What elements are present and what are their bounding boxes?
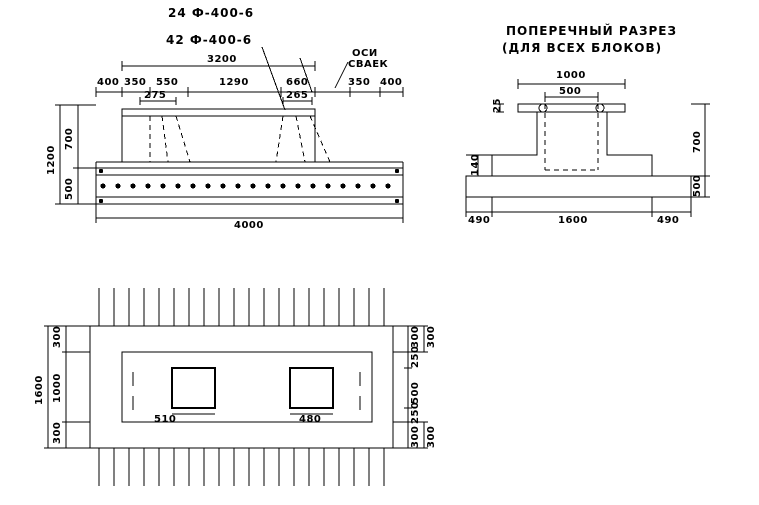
dim-inner-275: 275 [144, 90, 167, 101]
dim-plan-right-5: 300 [410, 425, 421, 448]
dim-opening-right: 480 [299, 414, 322, 425]
dim-overall-4000: 4000 [234, 220, 264, 231]
dim-cs-step-140: 140 [470, 153, 481, 176]
dim-top-5: 660 [286, 77, 309, 88]
dim-top-7: 400 [380, 77, 403, 88]
dim-plan-right-1: 300 [410, 325, 421, 348]
dim-top-2: 350 [124, 77, 147, 88]
dim-plan-right-3: 500 [410, 381, 421, 404]
dim-opening-left: 510 [154, 414, 177, 425]
dim-plan-left-1: 300 [52, 325, 63, 348]
title-top-1: 24 Ф-400-6 [168, 6, 255, 20]
dim-top-6: 350 [348, 77, 371, 88]
dim-plan-total-1600: 1600 [34, 375, 45, 405]
title-top-2: 42 Ф-400-6 [166, 33, 253, 47]
dim-span-3200: 3200 [207, 54, 237, 65]
dim-left-total-1200: 1200 [46, 145, 57, 175]
dim-left-700: 700 [64, 127, 75, 150]
section-title-line2: (ДЛЯ ВСЕХ БЛОКОВ) [502, 41, 663, 55]
dim-cs-inner-500: 500 [559, 86, 582, 97]
dim-cs-top-1000: 1000 [556, 70, 586, 81]
dim-top-3: 550 [156, 77, 179, 88]
axis-note-line1: ОСИ [352, 48, 378, 59]
dim-inner-265: 265 [286, 90, 309, 101]
dim-left-500: 500 [64, 177, 75, 200]
dim-cs-bottom-2: 1600 [558, 215, 588, 226]
dim-cs-bottom-3: 490 [657, 215, 680, 226]
dim-cs-thickness-25: 25 [492, 98, 503, 113]
dim-cs-bottom-1: 490 [468, 215, 491, 226]
dim-cs-right-700: 700 [692, 130, 703, 153]
axis-note-line2: СВАЕК [348, 59, 389, 70]
dim-plan-right-4: 250 [410, 401, 421, 424]
dim-plan-left-2: 1000 [52, 373, 63, 403]
dim-top-4: 1290 [219, 77, 249, 88]
dim-plan-left-3: 300 [52, 421, 63, 444]
dim-plan-right-outer-1: 300 [426, 325, 437, 348]
dim-plan-right-2: 250 [410, 345, 421, 368]
dim-cs-right-500: 500 [692, 174, 703, 197]
dim-plan-right-outer-2: 300 [426, 425, 437, 448]
section-title-line1: ПОПЕРЕЧНЫЙ РАЗРЕЗ [506, 24, 677, 38]
dim-top-1: 400 [97, 77, 120, 88]
